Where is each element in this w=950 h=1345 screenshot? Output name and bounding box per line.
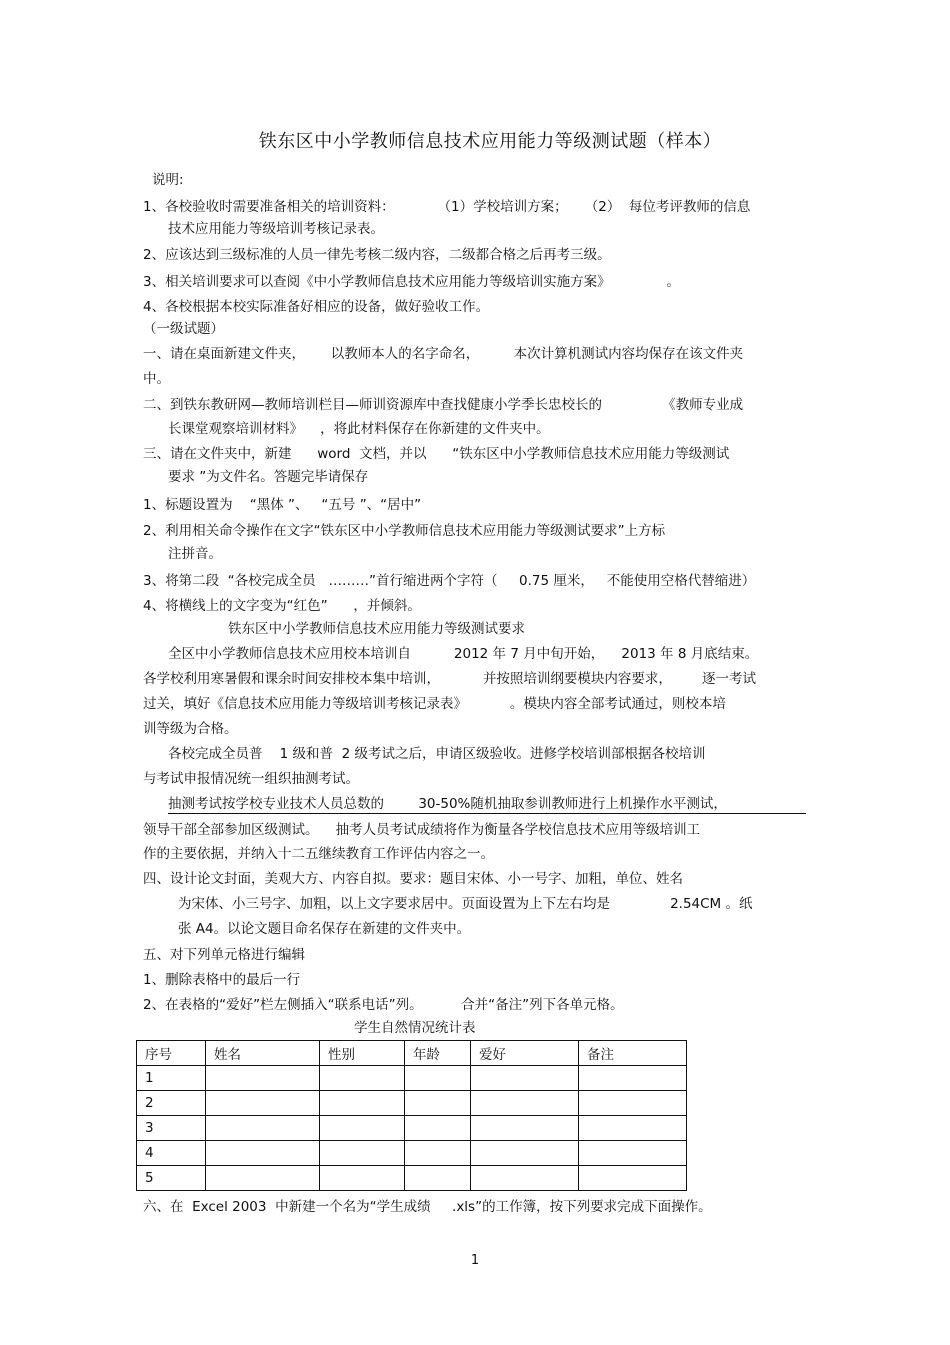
sub-item: 注拼音。 — [168, 546, 222, 562]
sample-paragraph-line: 各学校利用寒暑假和课余时间安排校本集中培训， 并按照培训纲要模块内容要求， 逐一考试 — [143, 671, 756, 687]
table-cell — [405, 1091, 471, 1116]
table-cell — [206, 1116, 320, 1141]
table-header-cell: 年龄 — [405, 1041, 471, 1066]
note-line: 1、各校验收时需要准备相关的培训资料： （1）学校培训方案； （2） 每位考评教师的信息 — [143, 199, 751, 215]
table-cell: 3 — [137, 1116, 206, 1141]
table-header-cell: 姓名 — [206, 1041, 320, 1066]
question-line: 要求 ”为文件名。答题完毕请保存 — [168, 469, 369, 485]
question-line: 一、请在桌面新建文件夹， 以教师本人的名字命名， 本次计算机测试内容均保存在该文件夹 — [143, 346, 744, 362]
student-table — [136, 1040, 687, 1191]
sub-item: 2、在表格的“爱好”栏左侧插入“联系电话”列。 合并“备注”列下各单元格。 — [143, 997, 624, 1013]
table-cell — [471, 1116, 579, 1141]
table-cell — [579, 1066, 687, 1091]
question-line: 长课堂观察培训材料》 ，将此材料保存在你新建的文件夹中。 — [168, 421, 550, 437]
table-cell: 2 — [137, 1091, 206, 1116]
document-title: 铁东区中小学教师信息技术应用能力等级测试题（样本） — [258, 131, 722, 152]
question-line: 三、请在文件夹中，新建 word 文档，并以 “铁东区中小学教师信息技术应用能力等级测试 — [143, 446, 730, 462]
table-cell — [579, 1166, 687, 1191]
table-cell: 1 — [137, 1066, 206, 1091]
table-cell — [320, 1116, 405, 1141]
question-line: 中。 — [143, 371, 170, 387]
table-header-cell: 备注 — [579, 1041, 687, 1066]
table-cell — [320, 1141, 405, 1166]
sample-title: 铁东区中小学教师信息技术应用能力等级测试要求 — [228, 621, 525, 637]
table-header-cell: 爱好 — [471, 1041, 579, 1066]
table-cell — [579, 1091, 687, 1116]
sub-item: 4、将横线上的文字变为“红色” ，并倾斜。 — [143, 598, 421, 614]
question-line: 四、设计论文封面，美观大方、内容自拟。要求：题目宋体、小一号字、加粗，单位、姓名 — [143, 871, 683, 887]
table-header-cell: 性别 — [320, 1041, 405, 1066]
table-caption: 学生自然情况统计表 — [354, 1020, 476, 1036]
table-cell — [405, 1166, 471, 1191]
underlined-paragraph-line: 抽测考试按学校专业技术人员总数的 30-50%随机抽取参训教师进行上机操作水平测试， — [168, 795, 806, 814]
table-cell — [405, 1116, 471, 1141]
question-line: 张 A4。以论文题目命名保存在新建的文件夹中。 — [178, 921, 471, 937]
table-cell — [471, 1141, 579, 1166]
table-cell — [320, 1066, 405, 1091]
question-line: 六、在 Excel 2003 中新建一个名为“学生成绩 .xls”的工作簿，按下列要求完成下面操作。 — [143, 1199, 712, 1215]
sample-paragraph-line: 与考试申报情况统一组织抽测考试。 — [143, 771, 359, 787]
table-header-cell: 序号 — [137, 1041, 206, 1066]
table-header-row — [137, 1041, 687, 1066]
table-row — [137, 1116, 687, 1141]
table-cell: 4 — [137, 1141, 206, 1166]
table-cell — [471, 1091, 579, 1116]
note-line: 4、各校根据本校实际准备好相应的设备，做好验收工作。 — [143, 299, 490, 315]
table-row — [137, 1141, 687, 1166]
sample-paragraph-line: 全区中小学教师信息技术应用校本培训自 2012 年 7 月中旬开始， 2013 年 8 月底结束。 — [168, 646, 759, 662]
table-cell — [206, 1166, 320, 1191]
table-cell — [206, 1066, 320, 1091]
table-cell — [471, 1166, 579, 1191]
sample-paragraph-line: 领导干部全部参加区级测试。 抽考人员考试成绩将作为衡量各学校信息技术应用等级培训工 — [143, 822, 701, 838]
note-line: 3、相关培训要求可以查阅《中小学教师信息技术应用能力等级培训实施方案》 。 — [143, 274, 680, 290]
question-line: 为宋体、小三号字、加粗，以上文字要求居中。页面设置为上下左右均是 2.54CM 。纸 — [178, 896, 753, 912]
table-cell — [579, 1116, 687, 1141]
table-row — [137, 1091, 687, 1116]
table-cell — [405, 1066, 471, 1091]
table-cell — [320, 1091, 405, 1116]
question-line: 五、对下列单元格进行编辑 — [143, 947, 305, 963]
note-line: 2、应该达到三级标准的人员一律先考核二级内容，二级都合格之后再考三级。 — [143, 247, 611, 263]
question-line: 二、到铁东教研网—教师培训栏目—师训资源库中查找健康小学季长忠校长的 《教师专业成 — [143, 397, 744, 413]
note-line: 技术应用能力等级培训考核记录表。 — [168, 221, 384, 237]
sample-paragraph-line: 作的主要依据，并纳入十二五继续教育工作评估内容之一。 — [143, 846, 494, 862]
table-row — [137, 1166, 687, 1191]
sample-paragraph-line: 过关，填好《信息技术应用能力等级培训考核记录表》 。模块内容全部考试通过，则校本培 — [143, 696, 726, 712]
table-cell — [206, 1141, 320, 1166]
sub-item: 1、删除表格中的最后一行 — [143, 972, 301, 988]
table-cell — [320, 1166, 405, 1191]
page-number: 1 — [470, 1253, 480, 1268]
table-cell — [579, 1141, 687, 1166]
sub-item: 3、将第二段 “各校完成全员 ………”首行缩进两个字符（ 0.75 厘米， 不能使用空格代替缩进） — [143, 573, 756, 589]
sub-item: 1、标题设置为 “黑体 ”、 “五号 ”、“居中” — [143, 497, 422, 513]
table-cell: 5 — [137, 1166, 206, 1191]
table-row — [137, 1066, 687, 1091]
level-heading: （一级试题） — [143, 321, 224, 337]
table-cell — [471, 1066, 579, 1091]
sample-paragraph-line: 训等级为合格。 — [143, 721, 238, 737]
note-heading: 说明: — [152, 172, 184, 188]
table-cell — [405, 1141, 471, 1166]
sample-paragraph-line: 各校完成全员普 1 级和普 2 级考试之后，申请区级验收。进修学校培训部根据各校培训 — [168, 746, 706, 762]
table-cell — [206, 1091, 320, 1116]
sub-item: 2、利用相关命令操作在文字“铁东区中小学教师信息技术应用能力等级测试要求”上方标 — [143, 523, 666, 539]
